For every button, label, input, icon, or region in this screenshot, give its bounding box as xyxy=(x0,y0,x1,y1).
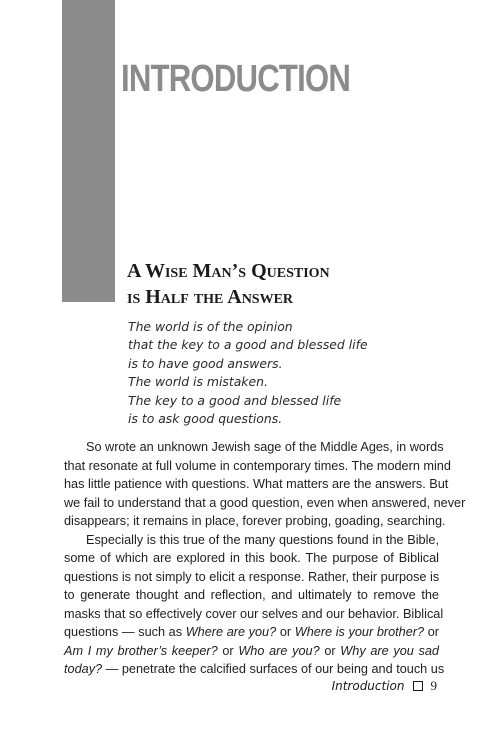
body-line: questions is not simply to elicit a response. Rather, their purpose is xyxy=(64,569,440,584)
section-heading-line-1: A Wise Man’s Question xyxy=(127,260,330,282)
section-heading-line-2: is Half the Answer xyxy=(127,286,294,308)
chapter-grey-bar xyxy=(62,0,115,302)
body-text xyxy=(64,438,466,679)
body-fragment: or xyxy=(424,625,440,639)
epigraph-line: is to ask good questions. xyxy=(128,411,283,427)
body-line: that resonate at full volume in contemporary times. The modern mind xyxy=(64,458,451,473)
body-fragment-italic: today? xyxy=(64,662,103,676)
running-head: Introduction xyxy=(331,679,405,693)
body-line: to generate thought and reflection, and ultimately to remove the xyxy=(64,588,439,602)
body-fragment-italic: Where are you? xyxy=(185,625,277,639)
body-fragment: or xyxy=(319,643,341,658)
body-fragment-italic: Why are you sad xyxy=(340,643,439,658)
body-line: disappears; it remains in place, forever probing, goading, searching. xyxy=(64,514,446,528)
epigraph-line: that the key to a good and blessed life xyxy=(128,337,368,353)
body-fragment-italic: Where is your brother? xyxy=(294,625,425,639)
chapter-title: INTRODUCTION xyxy=(121,58,351,100)
square-ornament-icon xyxy=(413,681,423,691)
body-line: So wrote an unknown Jewish sage of the Middle Ages, in words xyxy=(86,440,444,454)
body-line: masks that so effectively cover our selves and our behavior. Biblical xyxy=(64,606,444,621)
epigraph-line: The world is of the opinion xyxy=(128,319,293,334)
epigraph-line: The world is mistaken. xyxy=(128,374,268,390)
body-line: some of which are explored in this book. The purpose of Biblical xyxy=(64,551,439,565)
body-line: has little patience with questions. What matters are the answers. But xyxy=(64,477,449,491)
epigraph-line: The key to a good and blessed life xyxy=(128,392,342,408)
body-line-mixed xyxy=(64,660,445,679)
body-fragment: questions — such as xyxy=(64,625,186,639)
body-line: we fail to understand that a good question, even when answered, never xyxy=(64,495,466,510)
body-line: Especially is this true of the many questions found in the Bible, xyxy=(86,532,439,547)
body-fragment-italic: Who are you? xyxy=(238,643,320,658)
page-number: 9 xyxy=(430,678,437,693)
body-fragment: or xyxy=(217,643,239,658)
epigraph-line: is to have good answers. xyxy=(128,355,283,371)
section-heading xyxy=(127,258,330,310)
page-footer xyxy=(332,678,437,694)
epigraph xyxy=(128,318,368,428)
body-line-mixed xyxy=(64,642,439,661)
body-line-mixed xyxy=(64,623,439,642)
body-fragment-italic: Am I my brother’s keeper? xyxy=(64,643,218,658)
body-fragment: — penetrate the calcified surfaces of our being and touch us xyxy=(102,662,445,676)
body-fragment: or xyxy=(276,625,295,639)
